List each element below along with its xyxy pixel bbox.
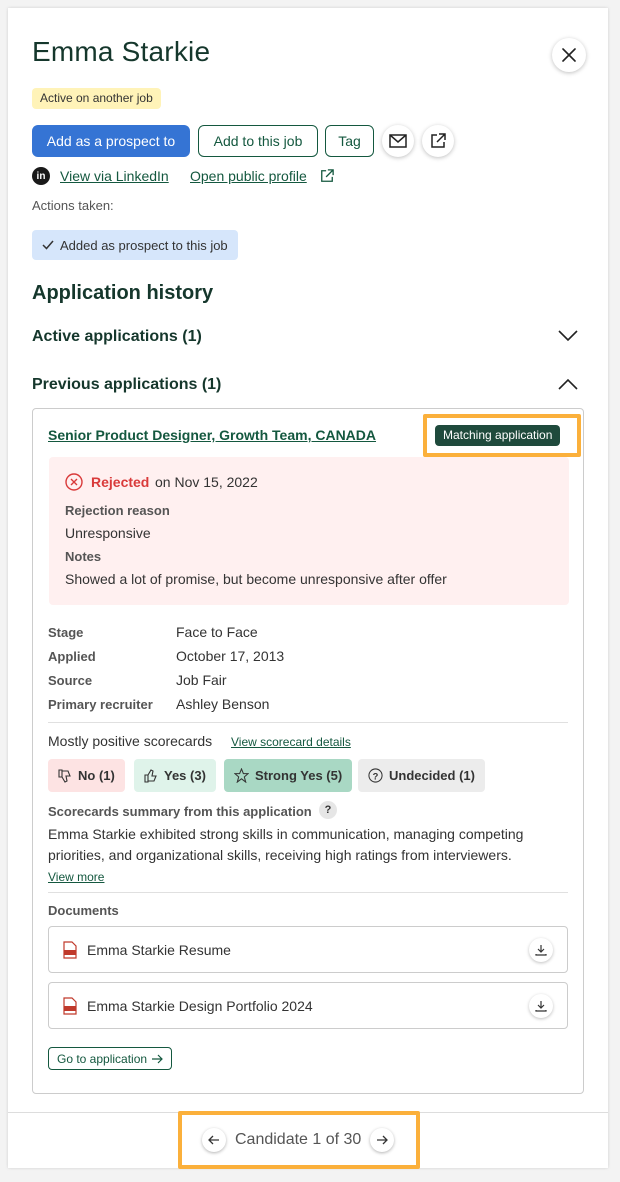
external-link-icon (430, 133, 446, 149)
applied-value: October 17, 2013 (176, 648, 285, 664)
application-card (32, 408, 584, 1094)
go-to-application-label: Go to application (57, 1051, 148, 1066)
chevron-down-icon[interactable] (558, 330, 578, 342)
recruiter-value: Ashley Benson (176, 696, 270, 712)
external-link-icon (320, 169, 334, 183)
public-profile-link[interactable]: Open public profile (190, 168, 307, 184)
summary-line-1: Emma Starkie exhibited strong skills in communication, managing competing (48, 826, 524, 842)
next-candidate-button[interactable] (370, 1128, 394, 1152)
add-to-job-button[interactable]: Add to this job (198, 125, 318, 157)
arrow-left-icon (208, 1135, 220, 1145)
application-history-title: Application history (32, 282, 214, 304)
document-item[interactable] (48, 982, 568, 1029)
thumbs-up-icon (144, 769, 158, 783)
notes-label: Notes (65, 549, 102, 564)
thumbs-down-icon (58, 769, 72, 783)
close-icon (562, 48, 576, 62)
source-value: Job Fair (176, 672, 227, 688)
tag-button[interactable]: Tag (325, 125, 374, 157)
matching-badge: Matching application (435, 425, 560, 446)
pdf-icon (63, 941, 77, 959)
download-icon (535, 944, 547, 956)
rejected-icon (65, 473, 83, 491)
scorecard-no-label: No (1) (78, 768, 115, 783)
applied-label: Applied (48, 649, 96, 664)
active-applications-header[interactable]: Active applications (1) (32, 328, 202, 345)
chevron-up-icon[interactable] (558, 378, 578, 390)
recruiter-label: Primary recruiter (48, 697, 153, 712)
download-button[interactable] (529, 994, 553, 1018)
documents-label: Documents (48, 903, 119, 918)
add-as-prospect-button[interactable]: Add as a prospect to (32, 125, 190, 157)
scorecard-undecided-chip[interactable] (358, 759, 485, 792)
actions-taken-label: Actions taken: (32, 198, 114, 213)
stage-value: Face to Face (176, 624, 258, 640)
open-external-button[interactable] (422, 125, 454, 157)
summary-title: Scorecards summary from this application (48, 804, 312, 819)
view-scorecard-link[interactable]: View scorecard details (231, 735, 351, 749)
scorecard-yes-label: Yes (3) (164, 768, 206, 783)
document-name: Emma Starkie Resume (87, 941, 231, 958)
download-button[interactable] (529, 938, 553, 962)
linkedin-icon: in (32, 167, 50, 185)
check-icon (42, 240, 54, 250)
star-icon (234, 768, 249, 783)
scorecard-undecided-label: Undecided (1) (389, 768, 475, 783)
divider (48, 722, 568, 723)
rejection-box (49, 457, 569, 605)
download-icon (535, 1000, 547, 1012)
status-badge: Active on another job (32, 88, 161, 109)
close-button[interactable] (552, 38, 586, 72)
document-name: Emma Starkie Design Portfolio 2024 (87, 997, 313, 1014)
scorecard-no-chip[interactable] (48, 759, 125, 792)
job-title-link[interactable]: Senior Product Designer, Growth Team, CANADA (48, 427, 377, 443)
action-taken-text: Added as prospect to this job (60, 237, 228, 253)
mail-icon (389, 134, 407, 148)
svg-text:?: ? (372, 771, 379, 782)
rejection-reason: Unresponsive (65, 525, 151, 541)
candidate-panel (8, 8, 608, 1168)
source-label: Source (48, 673, 93, 688)
arrow-right-icon (376, 1135, 388, 1145)
scorecard-strong-yes-chip[interactable] (224, 759, 352, 792)
candidate-pager: Candidate 1 of 30 (235, 1131, 362, 1148)
candidate-name: Emma Starkie (32, 36, 211, 67)
notes-text: Showed a lot of promise, but become unresponsive after offer (65, 571, 447, 587)
scorecard-strong-yes-label: Strong Yes (5) (255, 768, 343, 783)
action-taken-item (32, 230, 238, 260)
view-more-link[interactable]: View more (48, 870, 105, 884)
document-item[interactable] (48, 926, 568, 973)
pdf-icon (63, 997, 77, 1015)
help-icon[interactable]: ? (319, 801, 337, 819)
summary-line-2: priorities, and organizational skills, receiving high ratings from interviewers. (48, 847, 512, 863)
linkedin-link[interactable]: View via LinkedIn (60, 168, 169, 184)
scorecard-summary-label: Mostly positive scorecards (48, 733, 213, 749)
rejected-date: on Nov 15, 2022 (155, 474, 258, 490)
previous-candidate-button[interactable] (202, 1128, 226, 1152)
scorecard-yes-chip[interactable] (134, 759, 216, 792)
previous-applications-header[interactable]: Previous applications (1) (32, 376, 222, 393)
arrow-right-icon (151, 1054, 163, 1064)
rejection-reason-label: Rejection reason (65, 503, 170, 518)
email-button[interactable] (382, 125, 414, 157)
stage-label: Stage (48, 625, 84, 640)
rejected-label: Rejected (91, 474, 150, 490)
divider (48, 892, 568, 893)
go-to-application-button[interactable] (48, 1047, 172, 1070)
question-icon (368, 768, 383, 783)
